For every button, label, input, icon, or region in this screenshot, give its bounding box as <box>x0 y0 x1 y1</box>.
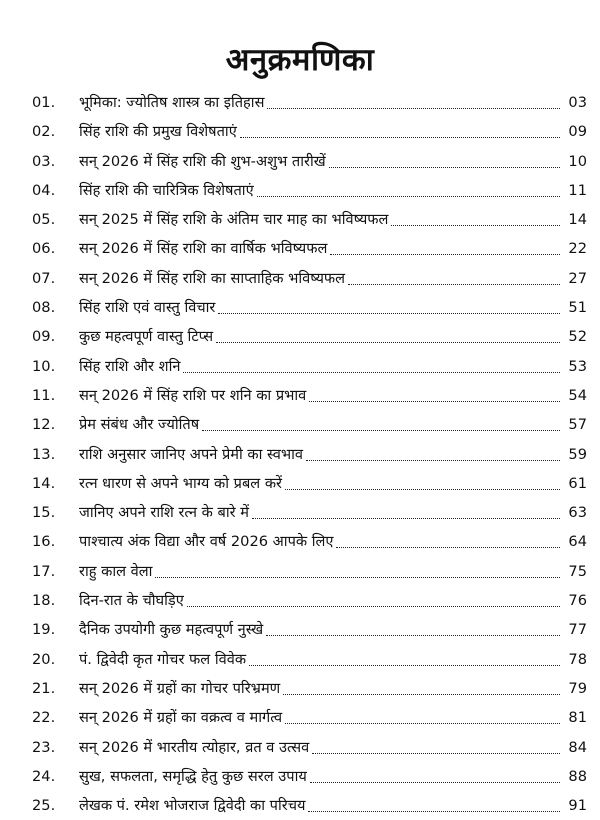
dot-leader <box>336 547 560 548</box>
entry-title: राहु काल वेला <box>79 562 153 580</box>
entry-title: कुछ महत्वपूर्ण वास्तु टिप्स <box>79 328 214 346</box>
entry-page-number: 54 <box>568 386 587 404</box>
entry-page-number: 77 <box>568 621 587 639</box>
entry-number: 21. <box>32 679 56 697</box>
table-of-contents <box>32 88 587 820</box>
entry-title: प्रेम संबंध और ज्योतिष <box>79 416 200 434</box>
dot-leader <box>310 782 560 783</box>
dot-leader <box>266 635 560 636</box>
entry-title: पं. द्विवेदी कृत गोचर फल विवेक <box>79 650 247 668</box>
entry-number: 19. <box>32 621 56 639</box>
dot-leader <box>312 753 560 754</box>
entry-number: 13. <box>32 445 56 463</box>
dot-leader <box>202 430 560 431</box>
entry-number: 17. <box>32 562 56 580</box>
toc-entry <box>32 117 587 146</box>
dot-leader <box>285 723 560 724</box>
toc-entry <box>32 527 587 556</box>
toc-entry <box>32 264 587 293</box>
entry-page-number: 57 <box>568 416 587 434</box>
toc-entry <box>32 410 587 439</box>
entry-title: सिंह राशि और शनि <box>79 357 181 375</box>
entry-number: 25. <box>32 797 56 815</box>
dot-leader <box>218 313 560 314</box>
entry-title: सिंह राशि की चारित्रिक विशेषताएं <box>79 181 254 199</box>
entry-title: सन् 2026 में सिंह राशि का वार्षिक भविष्यफल <box>79 240 328 258</box>
dot-leader <box>183 372 560 373</box>
entry-title: सन् 2025 में सिंह राशि के अंतिम चार माह का भविष्यफल <box>79 211 389 229</box>
entry-number: 10. <box>32 357 56 375</box>
entry-number: 23. <box>32 738 56 756</box>
entry-page-number: 76 <box>568 592 587 610</box>
entry-number: 02. <box>32 123 56 141</box>
toc-entry <box>32 615 587 644</box>
dot-leader <box>329 167 560 168</box>
toc-entry <box>32 557 587 586</box>
entry-page-number: 52 <box>568 328 587 346</box>
entry-number: 06. <box>32 240 56 258</box>
entry-page-number: 53 <box>568 357 587 375</box>
toc-entry <box>32 322 587 351</box>
entry-number: 07. <box>32 269 56 287</box>
dot-leader <box>309 401 560 402</box>
entry-page-number: 78 <box>568 650 587 668</box>
toc-entry <box>32 469 587 498</box>
entry-title: सिंह राशि की प्रमुख विशेषताएं <box>79 123 237 141</box>
toc-entry <box>32 586 587 615</box>
entry-number: 01. <box>32 94 56 111</box>
entry-page-number: 27 <box>568 269 587 287</box>
toc-entry <box>32 498 587 527</box>
toc-entry <box>32 733 587 762</box>
toc-entry <box>32 440 587 469</box>
dot-leader <box>306 460 560 461</box>
toc-entry <box>32 147 587 176</box>
toc-entry <box>32 762 587 791</box>
entry-title: सिंह राशि एवं वास्तु विचार <box>79 299 216 317</box>
dot-leader <box>155 577 560 578</box>
entry-page-number: 75 <box>568 562 587 580</box>
toc-entry <box>32 205 587 234</box>
entry-title: भूमिका: ज्योतिष शास्त्र का इतिहास <box>79 94 265 111</box>
entry-number: 14. <box>32 474 56 492</box>
dot-leader <box>330 254 560 255</box>
toc-entry <box>32 352 587 381</box>
entry-title: सन् 2026 में सिंह राशि की शुभ-अशुभ तारीखें <box>79 152 326 170</box>
toc-entry <box>32 234 587 263</box>
entry-title: दैनिक उपयोगी कुछ महत्वपूर्ण नुस्खे <box>79 621 264 639</box>
entry-number: 09. <box>32 328 56 346</box>
entry-title: सन् 2026 में ग्रहों का वक्रत्व व मार्गत्व <box>79 709 283 727</box>
entry-page-number: 14 <box>568 211 587 229</box>
dot-leader <box>252 518 560 519</box>
toc-entry <box>32 674 587 703</box>
toc-entry <box>32 88 587 117</box>
dot-leader <box>391 225 560 226</box>
entry-page-number: 91 <box>568 797 587 815</box>
entry-title: जानिए अपने राशि रत्न के बारे में <box>79 504 249 522</box>
entry-title: दिन-रात के चौघड़िए <box>79 592 184 610</box>
entry-page-number: 10 <box>568 152 587 170</box>
entry-title: सन् 2026 में ग्रहों का गोचर परिभ्रमण <box>79 679 281 697</box>
entry-title: सन् 2026 में सिंह राशि का साप्ताहिक भविष्यफल <box>79 269 346 287</box>
entry-number: 11. <box>32 386 56 404</box>
entry-page-number: 79 <box>568 679 587 697</box>
toc-entry <box>32 645 587 674</box>
dot-leader <box>285 489 560 490</box>
entry-number: 08. <box>32 299 56 317</box>
dot-leader <box>240 137 560 138</box>
entry-page-number: 11 <box>568 181 587 199</box>
entry-page-number: 61 <box>568 474 587 492</box>
entry-title: लेखक पं. रमेश भोजराज द्विवेदी का परिचय <box>79 797 306 815</box>
entry-title: सन् 2026 में सिंह राशि पर शनि का प्रभाव <box>79 386 307 404</box>
entry-page-number: 03 <box>568 94 587 111</box>
entry-page-number: 64 <box>568 533 587 551</box>
entry-page-number: 59 <box>568 445 587 463</box>
entry-title: सुख, सफलता, समृद्धि हेतु कुछ सरल उपाय <box>79 767 307 785</box>
entry-page-number: 81 <box>568 709 587 727</box>
entry-number: 16. <box>32 533 56 551</box>
entry-title: पाश्चात्य अंक विद्या और वर्ष 2026 आपके लिए <box>79 533 334 551</box>
entry-number: 05. <box>32 211 56 229</box>
dot-leader <box>216 342 560 343</box>
entry-page-number: 88 <box>568 767 587 785</box>
toc-entry <box>32 703 587 732</box>
page-title: अनुक्रमणिका <box>225 42 375 78</box>
dot-leader <box>267 108 560 109</box>
entry-page-number: 84 <box>568 738 587 756</box>
entry-number: 15. <box>32 504 56 522</box>
entry-number: 04. <box>32 181 56 199</box>
entry-number: 12. <box>32 416 56 434</box>
dot-leader <box>348 284 560 285</box>
entry-number: 24. <box>32 767 56 785</box>
entry-page-number: 51 <box>568 299 587 317</box>
entry-number: 20. <box>32 650 56 668</box>
entry-page-number: 22 <box>568 240 587 258</box>
dot-leader <box>283 694 560 695</box>
toc-entry <box>32 381 587 410</box>
entry-page-number: 09 <box>568 123 587 141</box>
toc-entry <box>32 791 587 820</box>
entry-number: 18. <box>32 592 56 610</box>
toc-entry <box>32 293 587 322</box>
dot-leader <box>249 665 560 666</box>
entry-title: राशि अनुसार जानिए अपने प्रेमी का स्वभाव <box>79 445 303 463</box>
dot-leader <box>257 196 560 197</box>
entry-page-number: 63 <box>568 504 587 522</box>
dot-leader <box>187 606 560 607</box>
dot-leader <box>308 811 560 812</box>
entry-title: रत्न धारण से अपने भाग्य को प्रबल करें <box>79 474 283 492</box>
entry-title: सन् 2026 में भारतीय त्योहार, व्रत व उत्सव <box>79 738 310 756</box>
entry-number: 03. <box>32 152 56 170</box>
entry-number: 22. <box>32 709 56 727</box>
toc-entry <box>32 176 587 205</box>
